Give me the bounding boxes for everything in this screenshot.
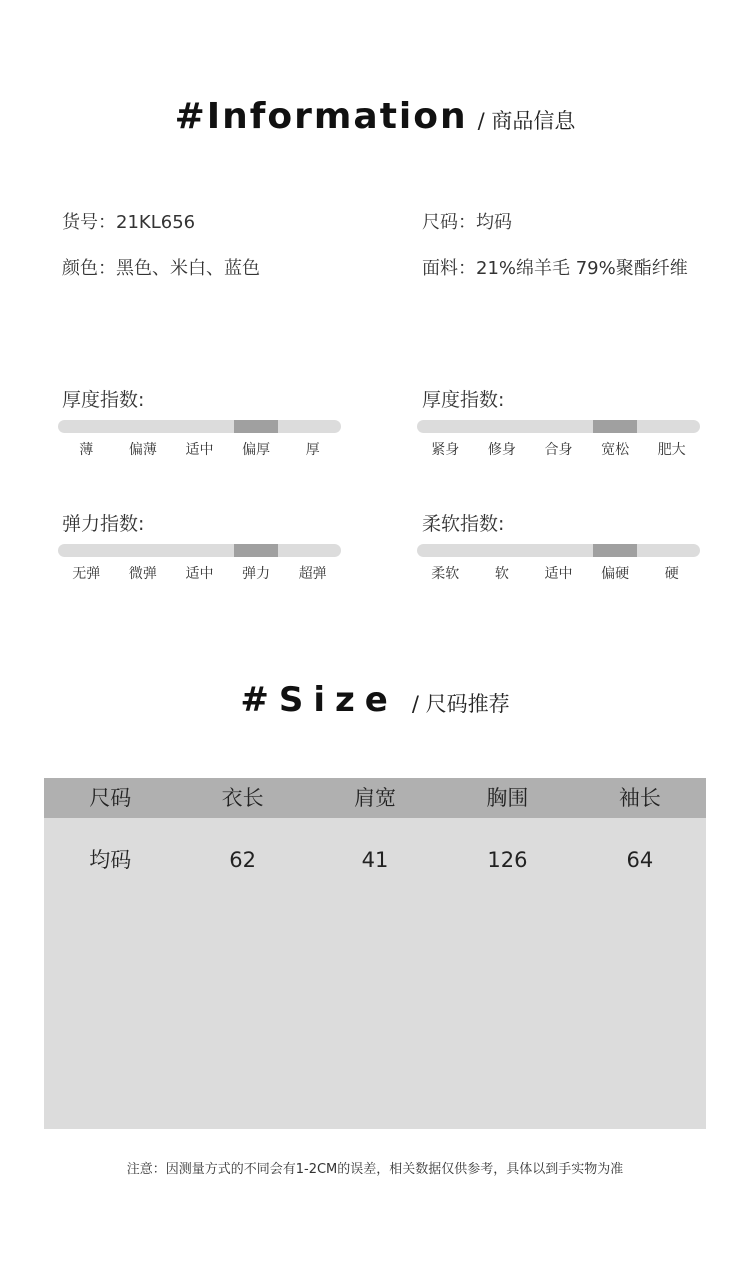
index-levels-fit: [417, 439, 700, 459]
table-cell: 126: [487, 848, 528, 872]
table-cell: 64: [626, 848, 654, 872]
index-level: 宽松: [601, 442, 630, 458]
index-bar-softness: [417, 544, 700, 557]
index-level: 超弹: [298, 566, 327, 582]
index-level: 偏薄: [128, 442, 157, 458]
table-row: [44, 840, 706, 880]
index-level: 合身: [544, 442, 573, 458]
index-levels-softness: [417, 563, 700, 583]
size-table-header: [44, 778, 706, 818]
information-title-sub: / 商品信息: [477, 109, 576, 133]
table-cell: 均码: [89, 848, 132, 872]
index-level: 柔软: [431, 566, 460, 582]
index-bar-elasticity: [58, 544, 341, 557]
index-level: 薄: [79, 442, 94, 458]
index-bar-fill: [234, 420, 278, 433]
spec-fabric: 面料：21%绵羊毛 79%聚酯纤维: [422, 258, 688, 279]
index-label-elasticity: 弹力指数:: [62, 513, 145, 535]
index-level: 厚: [305, 442, 320, 458]
index-label-fit: 厚度指数:: [422, 389, 505, 411]
index-bar-fill: [593, 544, 637, 557]
index-level: 肥大: [657, 442, 686, 458]
index-level: 偏硬: [601, 566, 630, 582]
size-table: [44, 778, 706, 1129]
table-cell: 41: [361, 848, 389, 872]
size-title-sub: / 尺码推荐: [411, 692, 510, 716]
index-level: 适中: [185, 442, 214, 458]
index-levels-elasticity: [58, 563, 341, 583]
spec-item-no: 货号：21KL656: [62, 212, 196, 233]
index-levels-thickness: [58, 439, 341, 459]
index-label-thickness: 厚度指数:: [62, 389, 145, 411]
index-level: 偏厚: [242, 442, 271, 458]
size-title: [0, 680, 750, 720]
header-cell: 胸围: [486, 786, 529, 810]
index-bar-fit: [417, 420, 700, 433]
spec-size: 尺码：均码: [422, 212, 512, 233]
header-cell: 袖长: [618, 786, 661, 810]
header-cell: 尺码: [89, 786, 132, 810]
index-level: 修身: [487, 442, 516, 458]
spec-colors: 颜色：黑色、米白、蓝色: [62, 258, 260, 279]
index-label-softness: 柔软指数:: [422, 513, 505, 535]
header-cell: 肩宽: [354, 786, 397, 810]
index-bar-fill: [593, 420, 637, 433]
index-bar-fill: [234, 544, 278, 557]
index-level: 弹力: [242, 566, 271, 582]
index-level: 微弹: [128, 566, 157, 582]
information-title-main: #Information: [174, 96, 468, 137]
index-level: 适中: [185, 566, 214, 582]
index-level: 适中: [544, 566, 573, 582]
measurement-note: 注意：因测量方式的不同会有1-2CM的误差，相关数据仅供参考，具体以到手实物为准: [126, 1162, 624, 1177]
index-level: 紧身: [431, 442, 460, 458]
size-title-main: #Size: [240, 680, 398, 720]
table-cell: 62: [229, 848, 256, 872]
information-title: [0, 96, 750, 137]
index-bar-thickness: [58, 420, 341, 433]
index-level: 无弹: [72, 566, 101, 582]
index-level: 软: [494, 566, 509, 582]
index-level: 硬: [664, 566, 679, 582]
header-cell: 衣长: [221, 786, 264, 810]
